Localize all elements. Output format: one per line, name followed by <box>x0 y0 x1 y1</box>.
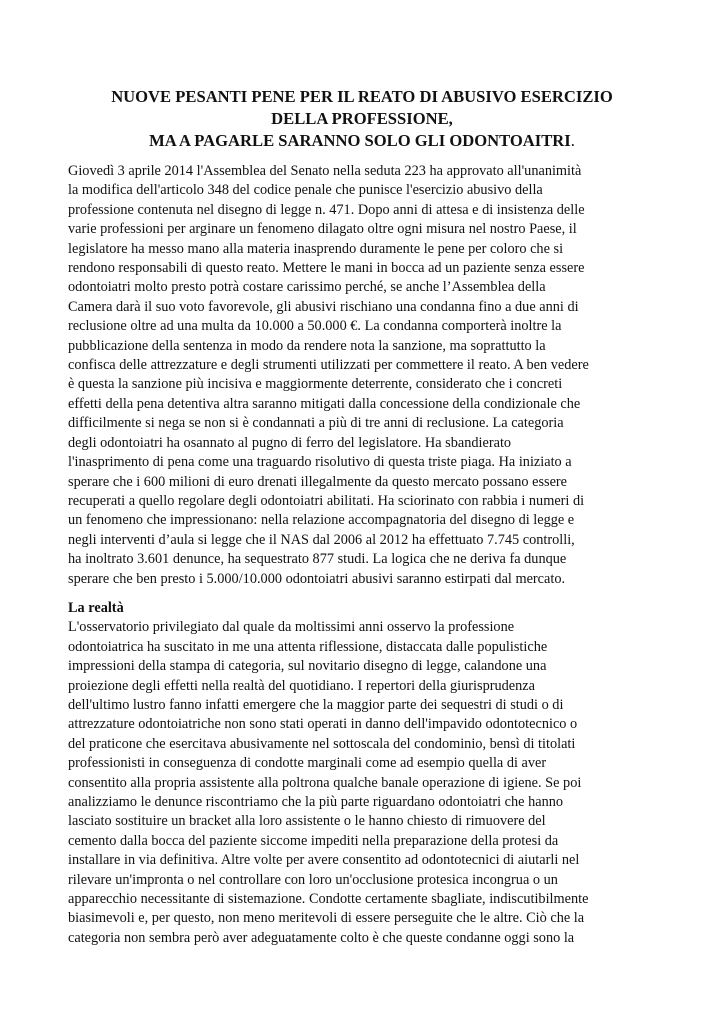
text-line: negli interventi d’aula si legge che il NAS dal 2006 al 2012 ha effettuato 7.745 controlli, <box>68 531 575 548</box>
text-line: effetti della pena detentiva altra saranno mitigati dalla concessione della condizionale che <box>68 395 581 412</box>
text-line: pubblicazione della sentenza in modo da rendere nota la sanzione, ma soprattutto la <box>68 337 546 354</box>
text-line: proiezione degli effetti nella realtà del quotidiano. I repertori della giurisprudenza <box>68 677 535 694</box>
text-line: apparecchio necessitante di sistemazione. Condotte certamente sbagliate, indiscutibilmente <box>68 891 589 908</box>
text-line: recuperati a quello regolare degli odontoiatri abilitati. Ha sciorinato con rabbia i numeri di <box>68 492 585 509</box>
text-line: attrezzature odontoiatriche non sono stati operati in danno dell'impavido odontotecnico o <box>68 716 578 733</box>
text-line: lasciato sostituire un bracket alla loro assistente o le hanno chiesto di rimuovere del <box>68 813 546 830</box>
text-line: analizziamo le denunce riscontriamo che la più parte riguardano odontoiatri che hanno <box>68 794 564 810</box>
text-line: del praticone che esercitava abusivamente nel sottoscala del condominio, bensì di titolati <box>68 735 576 752</box>
text-line: l'inasprimento di pena come una traguardo risolutivo di questa triste piaga. Ha iniziato a <box>68 454 572 471</box>
text-line: la modifica dell'articolo 348 del codice penale che punisce l'esercizio abusivo della <box>68 182 543 199</box>
section-heading: La realtà <box>68 599 124 616</box>
text-line: rilevare un'impronta o nel controllare con loro un'occlusione protesica incongrua o un <box>68 871 558 888</box>
text-line: professione contenuta nel disegno di legge n. 471. Dopo anni di attesa e di insistenza delle <box>68 201 585 218</box>
document-title <box>68 86 656 152</box>
text-line: rendono responsabili di questo reato. Mettere le mani in bocca ad un paziente senza essere <box>68 260 585 277</box>
text-line: sperare che ben presto i 5.000/10.000 odontoiatri abusivi saranno estirpati dal mercato. <box>68 570 566 587</box>
text-line: legislatore ha messo mano alla materia inasprendo duramente le pene per coloro che si <box>68 240 564 257</box>
text-line: categoria non sembra però aver adeguatamente colto è che queste condanne oggi sono la <box>68 929 575 946</box>
text-line: difficilmente si nega se non si è condannati a più di tre anni di reclusione. La categoria <box>68 415 564 432</box>
text-line: odontoiatri molto presto potrà costare carissimo perché, se anche l’Assemblea della <box>68 279 546 296</box>
text-line: professionisti in conseguenza di condotte marginali come ad esempio quella di aver <box>68 755 547 772</box>
title-line-3 <box>68 130 656 152</box>
text-line: un fenomeno che impressionano: nella relazione accompagnatoria del disegno di legge e <box>68 512 575 529</box>
title-trailing-period: . <box>570 131 575 150</box>
title-line-2: DELLA PROFESSIONE, <box>271 109 453 128</box>
text-line: Giovedì 3 aprile 2014 l'Assemblea del Senato nella seduta 223 ha approvato all'unanimità <box>68 163 582 179</box>
text-line: degli odontoiatri ha osannato al pugno di ferro del legislatore. Ha sbandierato <box>68 434 512 451</box>
text-line: varie professioni per arginare un fenomeno dilagato oltre ogni misura nel nostro Paese, il <box>68 221 577 238</box>
text-line: è questa la sanzione più incisiva e maggiormente deterrente, considerato che i concreti <box>68 376 563 393</box>
text-line: L'osservatorio privilegiato dal quale da moltissimi anni osservo la professione <box>68 619 515 636</box>
paragraph-la-realta <box>68 618 656 948</box>
title-line-3-text: MA A PAGARLE SARANNO SOLO GLI ODONTOAITRI <box>149 131 571 150</box>
text-line: odontoiatrica ha suscitato in me una attenta riflessione, distaccata dalle populistiche <box>68 638 548 655</box>
text-line: sperare che i 600 milioni di euro drenati illegalmente da questo mercato possano essere <box>68 473 568 490</box>
text-line: biasimevoli e, per questo, non meno meritevoli di essere perseguite che le altre. Ciò che la <box>68 910 585 927</box>
text-line: confisca delle attrezzature e degli strumenti utilizzati per commettere il reato. A ben vedere <box>68 357 589 374</box>
text-line: impressioni della stampa di categoria, sul novitario disegno di legge, calandone una <box>68 658 547 675</box>
title-line-1: NUOVE PESANTI PENE PER IL REATO DI ABUSIVO ESERCIZIO <box>111 87 613 106</box>
text-line: Camera darà il suo voto favorevole, gli abusivi rischiano una condanna fino a due anni di <box>68 298 579 315</box>
text-line: consentito alla propria assistente alla poltrona qualche banale operazione di igiene. Se poi <box>68 774 582 791</box>
document-page <box>68 86 656 948</box>
text-line: installare in via definitiva. Altre volte per avere consentito ad odontotecnici di aiutarli nel <box>68 852 580 869</box>
text-line: dell'ultimo lustro fanno infatti emergere che la maggior parte dei sequestri di studi o di <box>68 696 564 713</box>
paragraph-intro <box>68 162 656 589</box>
text-line: cemento dalla bocca del paziente siccome impediti nella preparazione della protesi da <box>68 832 559 849</box>
text-line: ha inoltrato 3.601 denunce, ha sequestrato 877 studi. La logica che ne deriva fa dunque <box>68 551 567 568</box>
text-line: reclusione oltre ad una multa da 10.000 a 50.000 €. La condanna comporterà inoltre la <box>68 318 562 335</box>
